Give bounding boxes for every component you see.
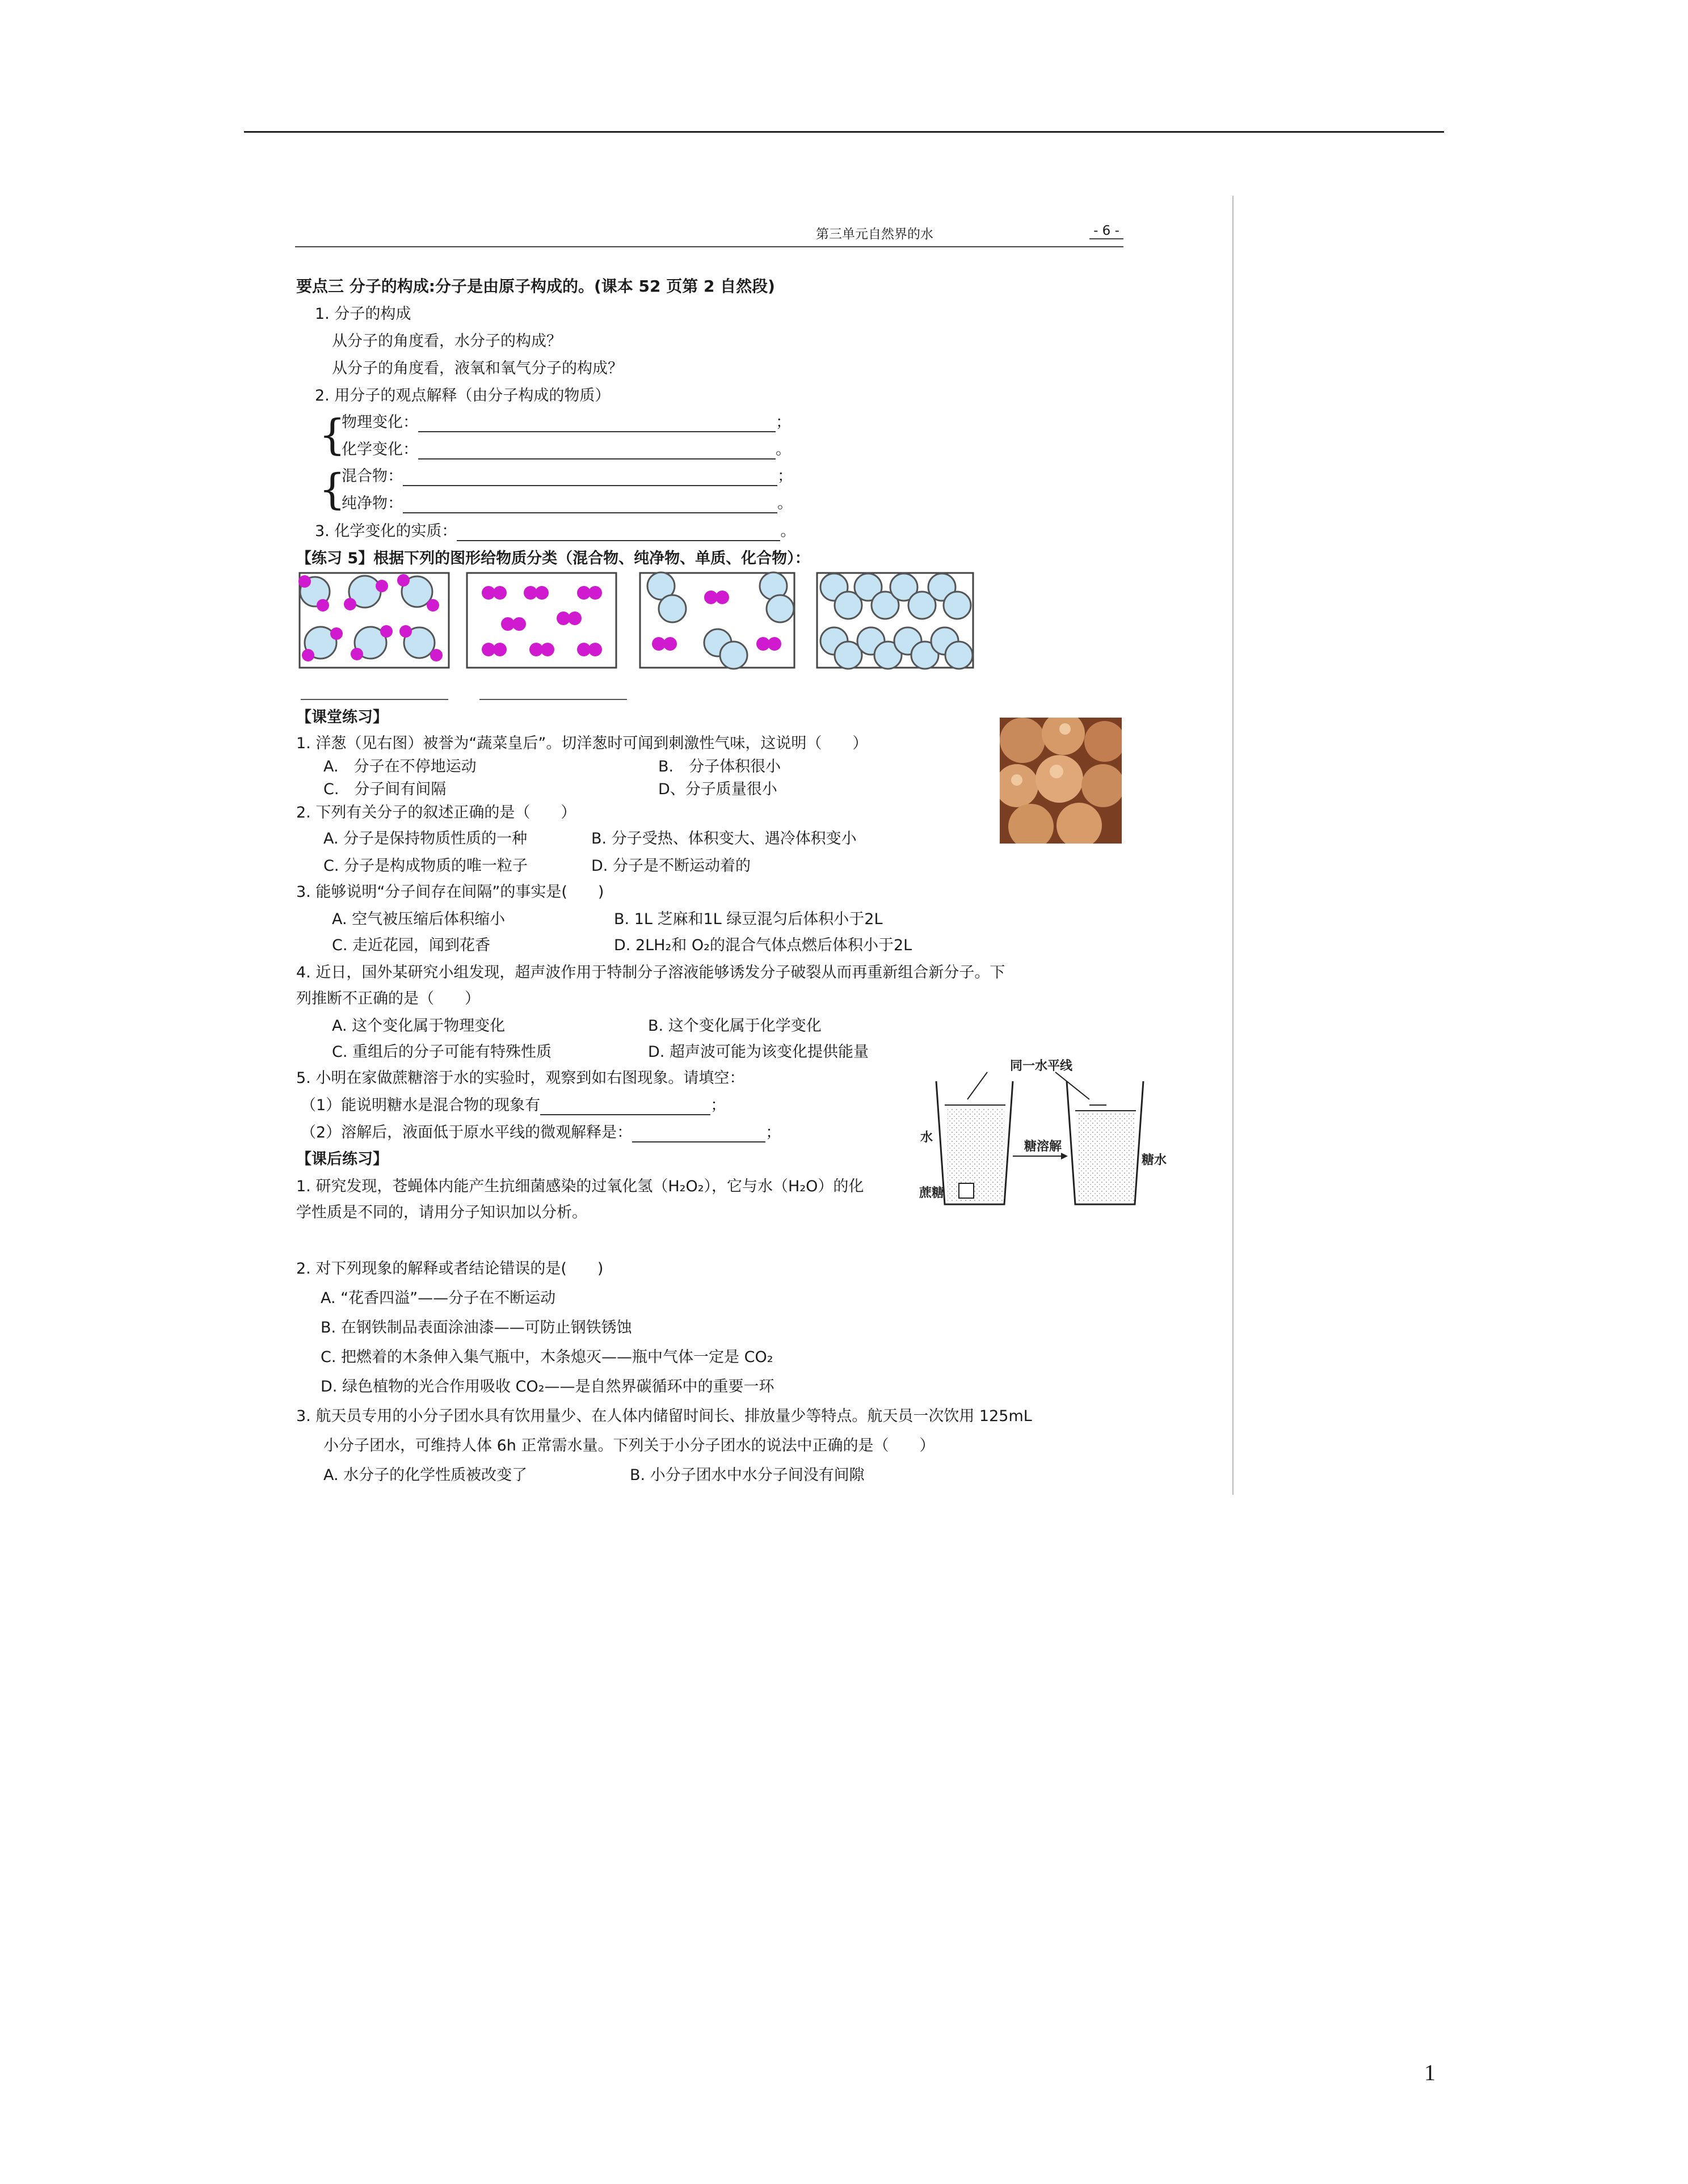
- hw-q3-stem-1: 3. 航天员专用的小分子团水具有饮用量少、在人体内储留时间长、排放量少等特点。航天员一次饮用 125mL: [296, 1407, 1032, 1425]
- hw-q2-b: B. 在钢铁制品表面涂油漆——可防止钢铁锈蚀: [321, 1319, 632, 1336]
- hw-q1-line2: 学性质是不同的，请用分子知识加以分析。: [296, 1204, 587, 1221]
- cp-q4-stem-2: 列推断不正确的是（ ）: [296, 990, 480, 1007]
- cp-q2-d: D. 分子是不断运动着的: [591, 857, 751, 875]
- onion-photo: [1000, 718, 1122, 844]
- right-margin-rule: [1232, 196, 1234, 1495]
- hw-q2-stem: 2. 对下列现象的解释或者结论错误的是( ): [296, 1260, 604, 1277]
- physical-change: 物理变化： ；: [342, 414, 791, 431]
- cp-q1-d: D、分子质量很小: [658, 781, 777, 798]
- box-2-element: [467, 573, 616, 668]
- molecule-diagrams: [298, 570, 982, 703]
- exercise5-title: 【练习 5】根据下列的图形给物质分类（混合物、纯净物、单质、化合物）：: [296, 550, 810, 567]
- cp-q1-a: A. 分子在不停地运动: [323, 758, 477, 775]
- s1-item2: 2. 用分子的观点解释（由分子构成的物质）: [315, 387, 611, 404]
- unit-title: 第三单元自然界的水: [816, 227, 933, 242]
- cp-q2-stem: 2. 下列有关分子的叙述正确的是（ ）: [296, 804, 576, 821]
- fig-level-label: 同一水平线: [1010, 1059, 1073, 1073]
- fig-water-label: 水: [920, 1131, 933, 1145]
- cp-q3-c: C. 走近花园，闻到花香: [332, 937, 491, 954]
- cp-q1-stem: 1. 洋葱（见右图）被誉为“蔬菜皇后”。切洋葱时可闻到刺激性气味，这说明（ ）: [296, 735, 868, 752]
- s1-item1: 1. 分子的构成: [315, 305, 411, 323]
- homework-title: 【课后练习】: [296, 1150, 388, 1168]
- cp-q4-stem-1: 4. 近日，国外某研究小组发现，超声波作用于特制分子溶液能够诱发分子破裂从而再重新组合新分子。下: [296, 964, 1005, 981]
- hw-q2-c: C. 把燃着的木条伸入集气瓶中，木条熄灭——瓶中气体一定是 CO₂: [321, 1348, 773, 1366]
- cp-q3-b: B. 1L 芝麻和1L 绿豆混匀后体积小于2L: [614, 910, 883, 928]
- cp-q2-a: A. 分子是保持物质性质的一种: [323, 830, 528, 848]
- cp-q2-c: C. 分子是构成物质的唯一粒子: [323, 857, 528, 875]
- page-number: 1: [1424, 2060, 1436, 2085]
- essence-line: 3. 化学变化的实质： 。: [315, 522, 796, 540]
- running-header: [295, 221, 1123, 247]
- hw-q3-b: B. 小分子团水中水分子间没有间隙: [630, 1466, 865, 1484]
- cp-q3-d: D. 2LH₂和 O₂的混合气体点燃后体积小于2L: [614, 937, 912, 954]
- hw-q1-line1: 1. 研究发现，苍蝇体内能产生抗细菌感染的过氧化氢（H₂O₂），它与水（H₂O）的化: [296, 1178, 864, 1195]
- section-title: 要点三 分子的构成:分子是由原子构成的。(课本 52 页第 2 自然段): [296, 277, 775, 296]
- brace-2: {: [319, 465, 346, 514]
- s1-q2: 从分子的角度看，液氧和氧气分子的构成？: [332, 360, 623, 377]
- class-practice-title: 【课堂练习】: [296, 709, 388, 726]
- brace-1: {: [319, 411, 346, 459]
- cp-q5-stem: 5. 小明在家做蔗糖溶于水的实验时，观察到如右图现象。请填空：: [296, 1069, 745, 1087]
- hw-q3-stem-2: 小分子团水，可维持人体 6h 正常需水量。下列关于小分子团水的说法中正确的是（ ）: [323, 1437, 935, 1454]
- hw-q2-d: D. 绿色植物的光合作用吸收 CO₂——是自然界碳循环中的重要一环: [321, 1378, 774, 1395]
- cp-q4-d: D. 超声波可能为该变化提供能量: [648, 1043, 869, 1061]
- fig-syrup-label: 糖水: [1142, 1153, 1167, 1167]
- box-4-compound: [817, 573, 973, 669]
- cp-q5-p1: （1）能说明糖水是混合物的现象有 ；: [301, 1097, 726, 1114]
- cp-q2-b: B. 分子受热、体积变大、遇冷体积变小: [591, 830, 857, 848]
- hw-q3-a: A. 水分子的化学性质被改变了: [323, 1466, 528, 1484]
- s1-q1: 从分子的角度看，水分子的构成？: [332, 332, 562, 350]
- cp-q1-c: C. 分子间有间隔: [323, 781, 447, 798]
- page-label: - 6 -: [1089, 224, 1123, 239]
- cp-q4-a: A. 这个变化属于物理变化: [332, 1017, 506, 1035]
- cp-q4-b: B. 这个变化属于化学变化: [648, 1017, 822, 1035]
- cp-q4-c: C. 重组后的分子可能有特殊性质: [332, 1043, 552, 1061]
- hw-q2-a: A. “花香四溢”——分子在不断运动: [321, 1289, 556, 1307]
- fig-dissolve-label: 糖溶解: [1024, 1140, 1062, 1154]
- chemical-change: 化学变化： 。: [342, 441, 791, 458]
- mixture-line: 混合物： ；: [342, 467, 793, 485]
- cp-q3-stem: 3. 能够说明“分子间存在间隔”的事实是( ): [296, 883, 604, 901]
- sugar-dissolving-figure: [919, 1054, 1169, 1219]
- cp-q3-a: A. 空气被压缩后体积缩小: [332, 910, 506, 928]
- fig-sugar-label: 蔗糖: [919, 1186, 945, 1200]
- pure-line: 纯净物： 。: [342, 495, 793, 512]
- cp-q5-p2: （2）溶解后，液面低于原水平线的微观解释是： ；: [301, 1124, 781, 1141]
- top-rule: [244, 131, 1444, 133]
- box-1-mixture: [298, 573, 449, 668]
- cp-q1-b: B. 分子体积很小: [658, 758, 781, 775]
- box-3-mixture: [640, 572, 794, 669]
